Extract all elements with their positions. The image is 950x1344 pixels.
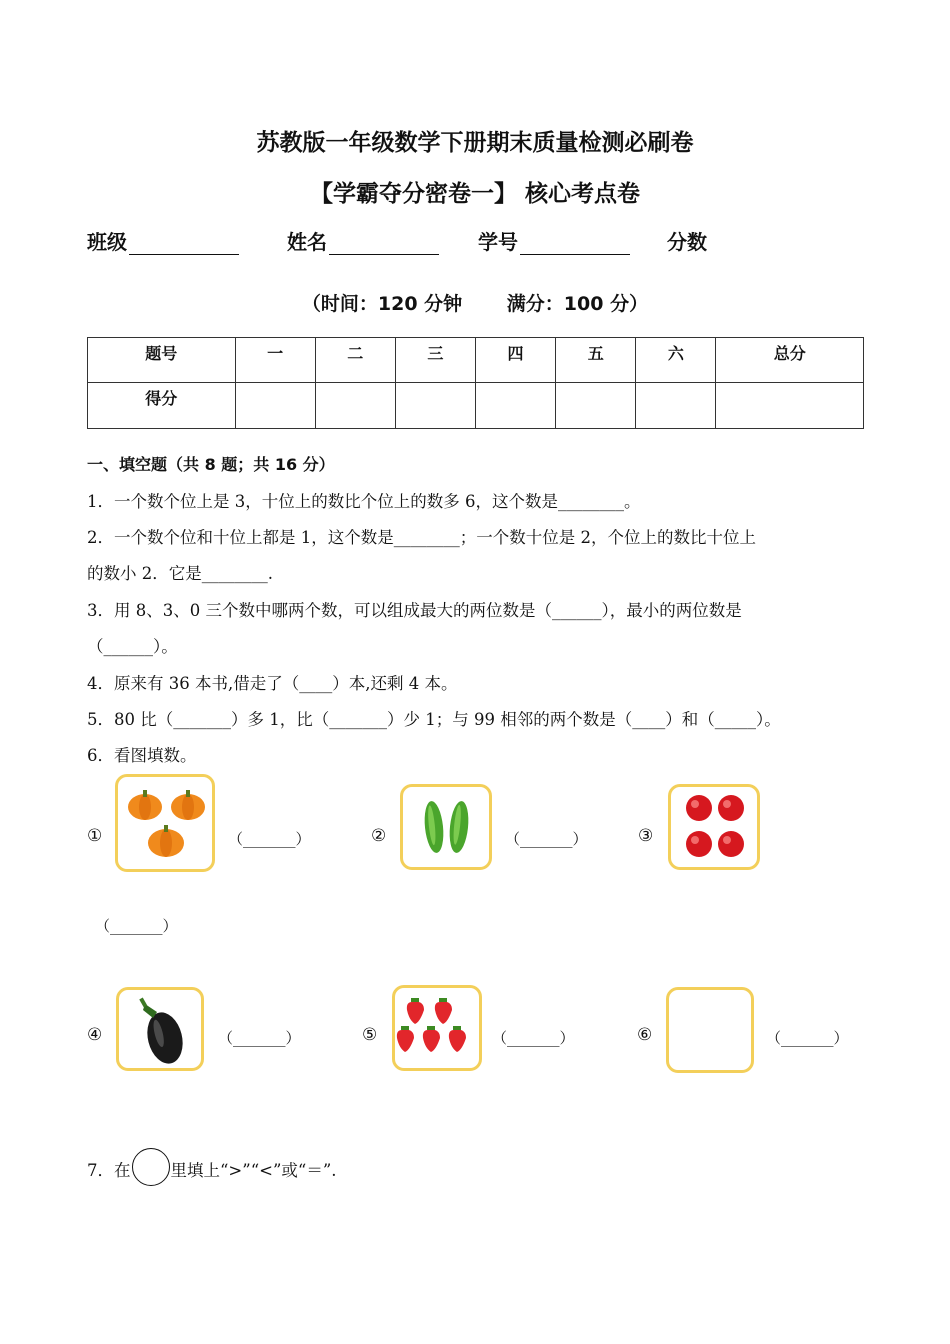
score-cell[interactable]: [475, 383, 555, 429]
eggplant-icon: [119, 990, 201, 1068]
item-5-mark: ⑤: [362, 1025, 378, 1045]
picture-frame-4: [116, 987, 204, 1071]
score-label: 分数: [667, 230, 707, 254]
header-cell: 题号: [88, 338, 236, 383]
q7-suffix: 里填上“>”“<”或“＝”.: [170, 1161, 337, 1180]
score-table-header-row: [88, 338, 864, 383]
score-table: [87, 337, 864, 429]
question-4: 4．原来有 36 本书,借走了（____）本,还剩 4 本。: [87, 674, 458, 693]
picture-frame-6: [666, 987, 754, 1073]
item-4-answer[interactable]: （_______）: [218, 1029, 301, 1047]
header-cell: 二: [315, 338, 395, 383]
item-1-answer[interactable]: （_______）: [228, 830, 311, 848]
class-label: 班级: [87, 230, 127, 254]
score-cell[interactable]: [395, 383, 475, 429]
header-cell: 四: [475, 338, 555, 383]
picture-frame-5: [392, 985, 482, 1071]
item-3-mark: ③: [638, 826, 654, 846]
name-field: [287, 226, 439, 255]
header-cell: 一: [235, 338, 315, 383]
id-label: 学号: [478, 230, 518, 254]
item-3-answer[interactable]: （_______）: [95, 917, 178, 935]
score-table-score-row: [88, 383, 864, 429]
score-cell[interactable]: [315, 383, 395, 429]
section-heading: 一、填空题（共 8 题；共 16 分）: [87, 455, 335, 474]
score-cell[interactable]: [556, 383, 636, 429]
id-field: [478, 226, 630, 255]
header-cell: 总分: [716, 338, 864, 383]
question-5: 5．80 比（_______）多 1，比（_______）少 1；与 99 相邻的两个数是（____）和（_____）。: [87, 710, 781, 729]
class-field: [87, 226, 239, 255]
q7-prefix: 7．在: [87, 1161, 131, 1180]
item-5-answer[interactable]: （_______）: [492, 1029, 575, 1047]
pumpkin-icon: [118, 777, 212, 869]
question-3-line-1: 3．用 8、3、0 三个数中哪两个数，可以组成最大的两位数是（______），最小的两位数是: [87, 601, 742, 620]
header-cell: 五: [556, 338, 636, 383]
page-title: 苏教版一年级数学下册期末质量检测必刷卷: [256, 130, 694, 156]
strawberry-icon: [395, 988, 479, 1068]
cucumber-icon: [403, 787, 489, 867]
page-subtitle: 【学霸夺分密卷一】 核心考点卷: [309, 181, 640, 207]
name-label: 姓名: [287, 230, 327, 254]
question-2-line-1: 2．一个数个位和十位上都是 1，这个数是________；一个数十位是 2，个位上的数比十位上: [87, 528, 756, 547]
class-blank[interactable]: [129, 234, 239, 255]
score-cell[interactable]: [636, 383, 716, 429]
compare-circle[interactable]: [132, 1148, 170, 1186]
score-cell[interactable]: [235, 383, 315, 429]
picture-frame-2: [400, 784, 492, 870]
score-row-label: 得分: [88, 383, 236, 429]
item-2-answer[interactable]: （_______）: [505, 830, 588, 848]
header-cell: 三: [395, 338, 475, 383]
item-6-mark: ⑥: [637, 1025, 653, 1045]
item-4-mark: ④: [87, 1025, 103, 1045]
item-6-answer[interactable]: （_______）: [766, 1029, 849, 1047]
id-blank[interactable]: [520, 234, 630, 255]
picture-frame-1: [115, 774, 215, 872]
name-blank[interactable]: [329, 234, 439, 255]
apple-icon: [671, 787, 757, 867]
question-7: [87, 1148, 337, 1186]
picture-frame-3: [668, 784, 760, 870]
item-1-mark: ①: [87, 826, 103, 846]
item-2-mark: ②: [371, 826, 387, 846]
question-2-line-2: 的数小 2．它是________.: [87, 564, 273, 583]
question-6: 6．看图填数。: [87, 746, 197, 765]
header-cell: 六: [636, 338, 716, 383]
score-cell[interactable]: [716, 383, 864, 429]
question-3-line-2: （______）。: [87, 637, 178, 656]
question-1: 1．一个数个位上是 3，十位上的数比个位上的数多 6，这个数是________。: [87, 492, 641, 511]
time-info: （时间：120 分钟 满分：100 分）: [301, 293, 649, 315]
